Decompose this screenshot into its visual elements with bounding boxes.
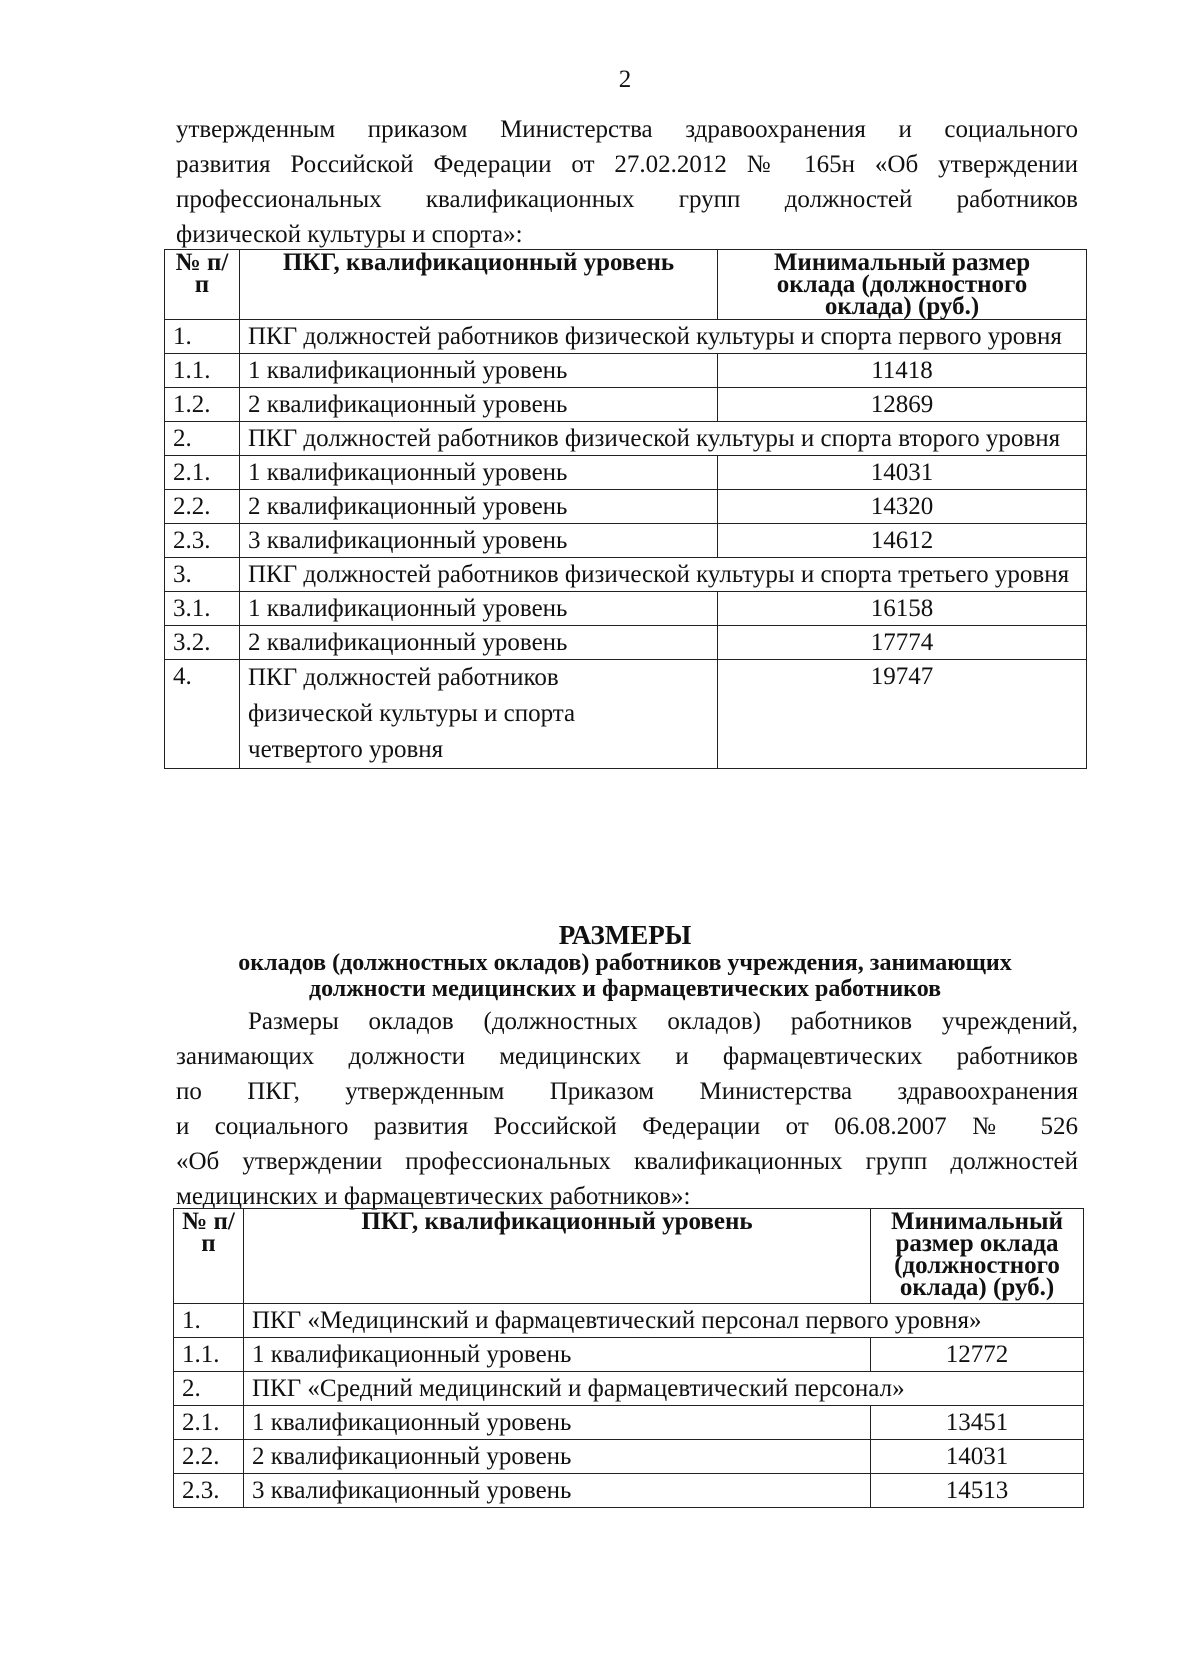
row-salary: 14513 [871,1474,1084,1508]
intro-line: развития Российской Федерации от 27.02.2012 № 165н «Об утверждении [176,151,1078,178]
table-row [165,660,1087,769]
row-number: 2. [174,1372,244,1406]
table-row [165,626,1087,660]
row-number: 2.3. [165,524,240,558]
row-name: 3 квалификационный уровень [244,1474,871,1508]
row-salary: 13451 [871,1406,1084,1440]
row-salary: 17774 [718,626,1087,660]
intro-line: утвержденным приказом Министерства здравоохранения и социального [176,116,1078,143]
table-row [165,422,1087,456]
page-number: 2 [618,66,632,93]
col-header-salary: Минимальный размер оклада (должностного оклада) (руб.) [718,250,1087,320]
row-number: 1. [174,1304,244,1338]
row-name: 2 квалификационный уровень [240,626,718,660]
row-name: 1 квалификационный уровень [244,1338,871,1372]
section-line: Размеры окладов (должностных окладов) работников учреждений, [248,1008,1078,1035]
row-number: 3.2. [165,626,240,660]
row-group-name: ПКГ должностей работников физической культуры и спорта третьего уровня [240,558,1087,592]
row-name: 2 квалификационный уровень [240,388,718,422]
row-group-name: ПКГ должностей работников физической культуры и спорта первого уровня [240,320,1087,354]
table-physical-culture [164,249,1087,769]
row-name: ПКГ должностей работников физической культуры и спорта четвертого уровня [240,660,718,769]
row-salary: 19747 [718,660,1087,769]
row-number: 1.1. [165,354,240,388]
col-header-salary: Минимальный размер оклада (должностного оклада) (руб.) [871,1209,1084,1304]
row-group-name: ПКГ «Средний медицинский и фармацевтический персонал» [244,1372,1084,1406]
row-salary: 16158 [718,592,1087,626]
table-medical [173,1208,1084,1508]
row-number: 2.1. [165,456,240,490]
section-line: «Об утверждении профессиональных квалификационных групп должностей [176,1148,1078,1175]
row-number: 1.1. [174,1338,244,1372]
row-number: 4. [165,660,240,769]
table-row [165,320,1087,354]
section-subtitle [0,950,1200,1002]
row-name: 2 квалификационный уровень [244,1440,871,1474]
section-title: РАЗМЕРЫ [558,920,692,950]
col-header-number: № п/п [174,1209,244,1304]
row-name: 1 квалификационный уровень [240,592,718,626]
row-name: 2 квалификационный уровень [240,490,718,524]
intro-paragraph [176,112,1078,252]
row-number: 2. [165,422,240,456]
table-row [165,524,1087,558]
intro-line: профессиональных квалификационных групп должностей работников [176,186,1078,213]
row-name: 1 квалификационный уровень [244,1406,871,1440]
table-row [174,1474,1084,1508]
row-name: 1 квалификационный уровень [240,456,718,490]
section-line: занимающих должности медицинских и фармацевтических работников [176,1043,1078,1070]
intro-line: физической культуры и спорта»: [176,221,523,248]
section-subtitle-line: должности медицинских и фармацевтических работников [308,976,942,1002]
section-paragraph [176,1004,1078,1214]
row-number: 1. [165,320,240,354]
row-group-name: ПКГ «Медицинский и фармацевтический персонал первого уровня» [244,1304,1084,1338]
table-row [165,388,1087,422]
row-salary: 14031 [718,456,1087,490]
section-subtitle-line: окладов (должностных окладов) работников учреждения, занимающих [238,950,1012,976]
col-header-number: № п/п [165,250,240,320]
table-header-row [174,1209,1084,1304]
row-salary: 11418 [718,354,1087,388]
table-row [174,1338,1084,1372]
table-row [165,456,1087,490]
row-number: 2.2. [174,1440,244,1474]
row-salary: 12869 [718,388,1087,422]
table-row [174,1440,1084,1474]
table-row [174,1304,1084,1338]
row-number: 3.1. [165,592,240,626]
col-header-pkg: ПКГ, квалификационный уровень [240,250,718,320]
row-group-name: ПКГ должностей работников физической культуры и спорта второго уровня [240,422,1087,456]
row-name: 1 квалификационный уровень [240,354,718,388]
section-line: и социального развития Российской Федерации от 06.08.2007 № 526 [176,1113,1078,1140]
row-salary: 14031 [871,1440,1084,1474]
table-header-row [165,250,1087,320]
table-row [174,1406,1084,1440]
table-row [174,1372,1084,1406]
table-row [165,558,1087,592]
row-number: 3. [165,558,240,592]
row-number: 2.2. [165,490,240,524]
row-number: 2.3. [174,1474,244,1508]
table-row [165,592,1087,626]
row-salary: 14320 [718,490,1087,524]
section-line: медицинских и фармацевтических работников»: [176,1183,691,1210]
col-header-pkg: ПКГ, квалификационный уровень [244,1209,871,1304]
table-row [165,354,1087,388]
row-salary: 14612 [718,524,1087,558]
table-row [165,490,1087,524]
row-number: 1.2. [165,388,240,422]
row-number: 2.1. [174,1406,244,1440]
row-name: 3 квалификационный уровень [240,524,718,558]
section-line: по ПКГ, утвержденным Приказом Министерства здравоохранения [176,1078,1078,1105]
row-salary: 12772 [871,1338,1084,1372]
